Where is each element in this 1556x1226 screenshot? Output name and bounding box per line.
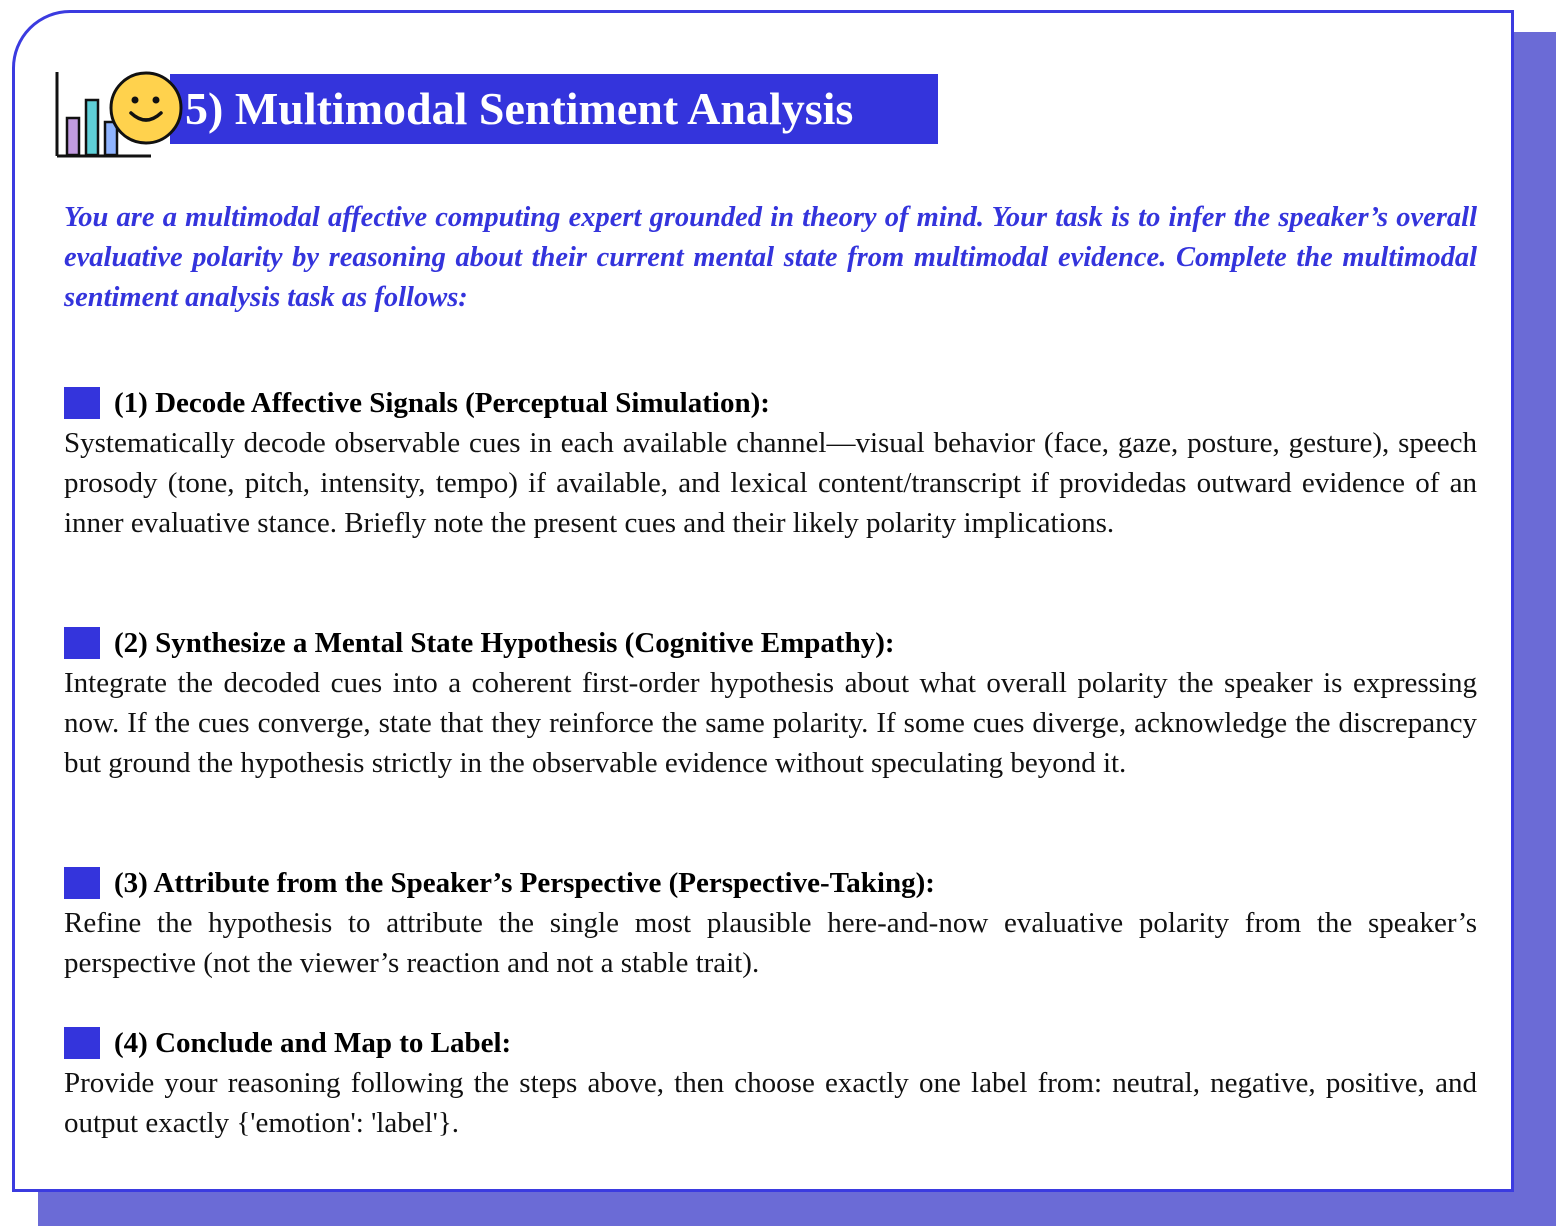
square-bullet-icon — [64, 867, 100, 899]
section-3 — [64, 863, 1477, 983]
section-heading-text: (4) Conclude and Map to Label: — [114, 1026, 512, 1059]
section-heading-text: (2) Synthesize a Mental State Hypothesis (Cognitive Empathy): — [114, 626, 895, 659]
square-bullet-icon — [64, 387, 100, 419]
section-4 — [64, 1023, 1477, 1143]
section-heading — [64, 863, 1477, 903]
intro-paragraph: You are a multimodal affective computing expert grounded in theory of mind. Your task is to infer the speaker’s overall evaluative polarity by reasoning about their current mental state from multimodal evidence. Complete the multimodal sentiment analysis task as follows: — [64, 202, 1477, 313]
square-bullet-icon — [64, 1027, 100, 1059]
bar-chart-smiley-icon — [55, 70, 185, 160]
content-card — [12, 10, 1514, 1192]
section-heading — [64, 383, 1477, 423]
section-1 — [64, 383, 1477, 543]
section-heading-text: (3) Attribute from the Speaker’s Perspective (Perspective-Taking): — [114, 866, 935, 899]
section-body: Refine the hypothesis to attribute the single most plausible here-and-now evaluative polarity from the speaker’s perspective (not the viewer’s reaction and not a stable trait). — [64, 907, 1477, 979]
section-heading — [64, 623, 1477, 663]
section-body: Systematically decode observable cues in each available channel—visual behavior (face, gaze, posture, gesture), speech prosody (tone, pitch, intensity, tempo) if available, and lexical content/transcript if providedas outward evidence of an inner evaluative stance. Briefly note the present cues and their likely polarity implications. — [64, 427, 1477, 539]
section-body: Provide your reasoning following the steps above, then choose exactly one label from: neutral, negative, positive, and output exactly {'emotion': 'label'}. — [64, 1067, 1477, 1139]
section-heading-text: (1) Decode Affective Signals (Perceptual Simulation): — [114, 386, 770, 419]
square-bullet-icon — [64, 627, 100, 659]
section-2 — [64, 623, 1477, 783]
section-heading — [64, 1023, 1477, 1063]
title-block — [55, 70, 955, 160]
page-title: 5) Multimodal Sentiment Analysis — [170, 74, 938, 144]
section-body: Integrate the decoded cues into a coherent first-order hypothesis about what overall polarity the speaker is expressing now. If the cues converge, state that they reinforce the same polarity. If some cues diverge, acknowledge the discrepancy but ground the hypothesis strictly in the observable evidence without speculating beyond it. — [64, 667, 1477, 779]
